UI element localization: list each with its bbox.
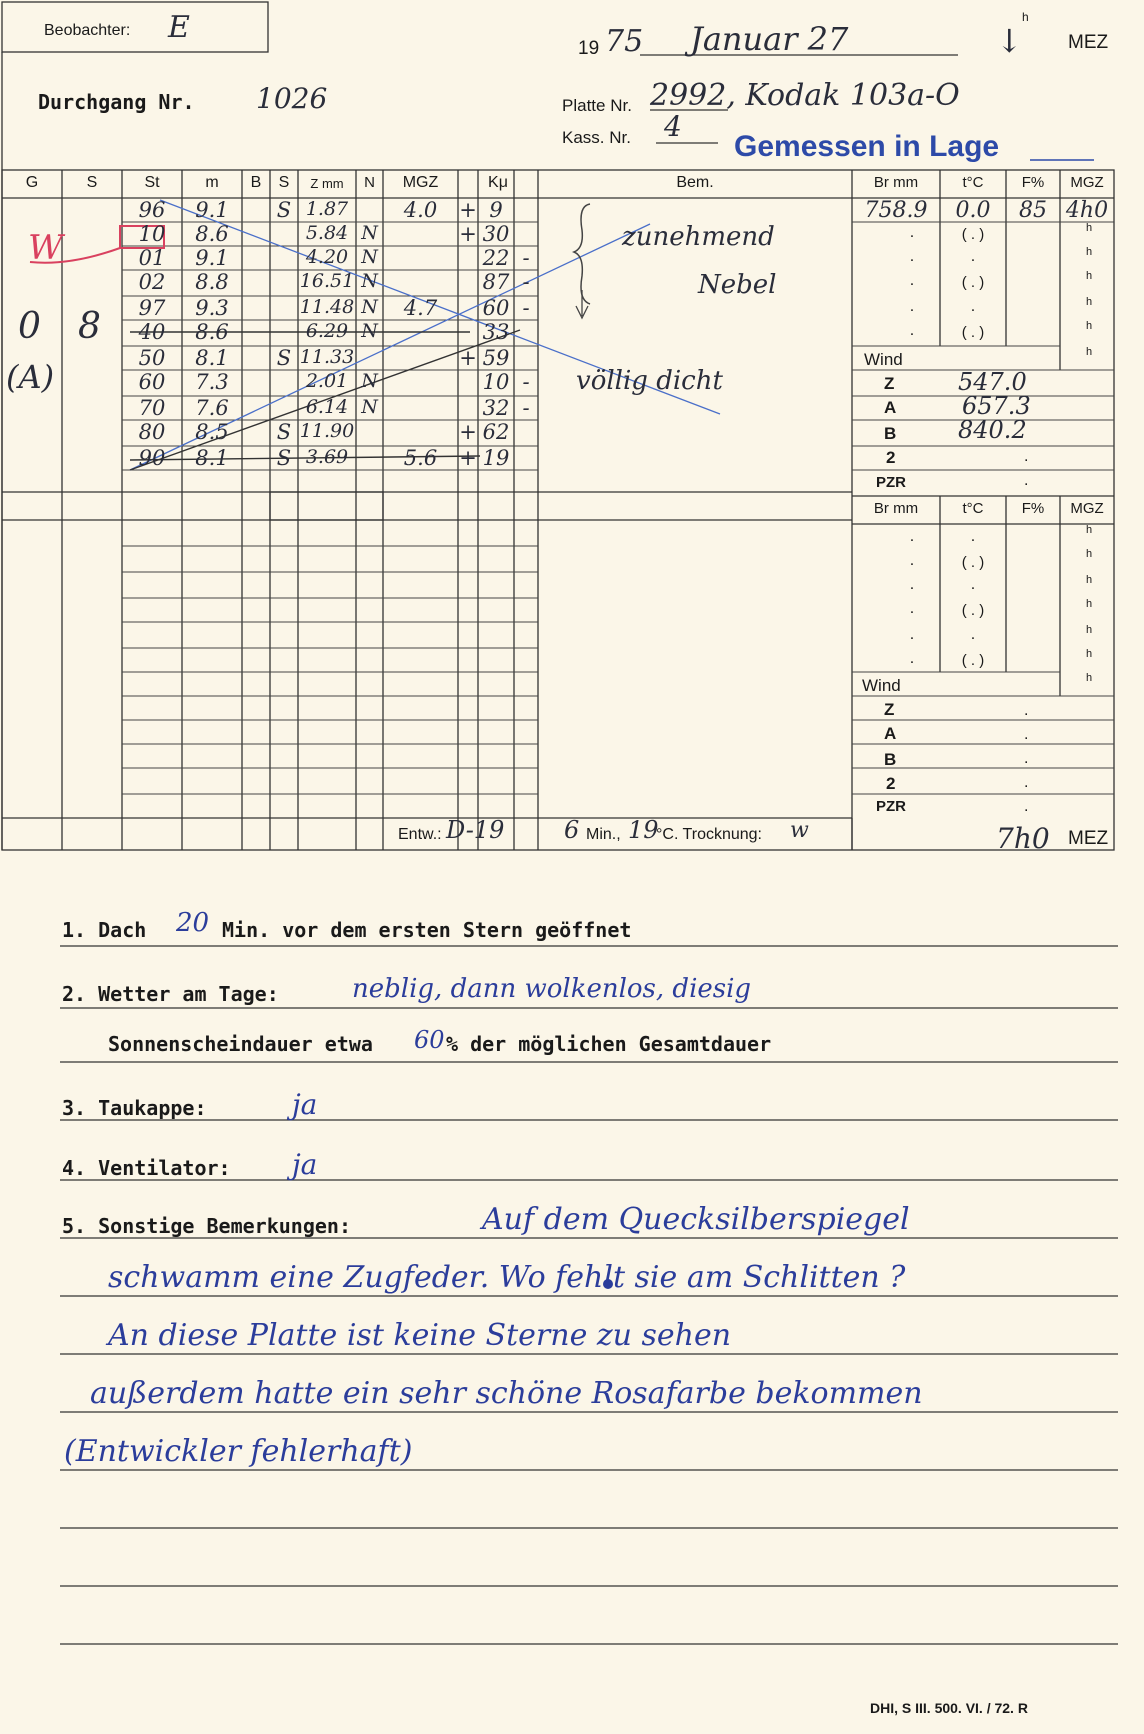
date-value: Januar 27 xyxy=(690,20,849,58)
q1-label: 1. Dach xyxy=(62,918,147,942)
time-mark: ↓ xyxy=(996,22,1023,60)
row-label-pzr: PZR xyxy=(876,798,906,815)
k-cell: 60 xyxy=(482,296,510,320)
paren-cell: ( . ) xyxy=(961,652,985,669)
h-mark: h xyxy=(1086,548,1093,560)
year-prefix: 19 xyxy=(578,38,600,59)
kass-label: Kass. Nr. xyxy=(562,128,631,147)
col-header-t: t°C xyxy=(962,500,984,517)
sign-cell: + xyxy=(459,198,477,222)
m-cell: 8.6 xyxy=(195,222,229,246)
k-cell: 30 xyxy=(482,222,510,246)
col-header-s: S xyxy=(86,174,98,191)
m-cell: 7.6 xyxy=(195,396,229,420)
bem-note-dicht: völlig dicht xyxy=(576,366,723,396)
paren-cell: ( . ) xyxy=(961,226,985,243)
h-mark: h xyxy=(1086,270,1093,282)
k-cell: 19 xyxy=(482,446,510,470)
m-cell: 9.1 xyxy=(195,198,229,222)
wind-label: Wind xyxy=(862,676,901,695)
h-mark: h xyxy=(1086,346,1093,358)
st-cell: 10 xyxy=(138,222,166,246)
k-suffix-cell: - xyxy=(522,396,530,420)
col-header-b: B xyxy=(250,174,262,191)
z-value: 547.0 xyxy=(958,368,1027,396)
h-mark: h xyxy=(1086,524,1093,536)
b-value: 840.2 xyxy=(958,416,1027,444)
z-cell: 2.01 xyxy=(305,370,349,392)
sign-cell: + xyxy=(459,222,477,246)
dot-cell: . xyxy=(970,528,976,545)
dot-cell: . xyxy=(909,248,915,265)
row-label-a: A xyxy=(884,724,897,743)
col-header-st: St xyxy=(144,174,160,191)
h-mark: h xyxy=(1086,574,1093,586)
remark-line: Auf dem Quecksilberspiegel xyxy=(482,1202,910,1237)
platte-value: 2992, Kodak 103a-O xyxy=(650,78,960,113)
col-header-g: G xyxy=(25,174,39,191)
h-mark: h xyxy=(1086,648,1093,660)
trocknung-label: °C. Trocknung: xyxy=(656,826,762,843)
min-value: 6 xyxy=(564,816,580,844)
dot-cell: . xyxy=(1024,798,1029,815)
col-header-mgz-weather: MGZ xyxy=(1070,500,1104,517)
st-cell: 96 xyxy=(138,198,166,222)
dot-cell: . xyxy=(1024,774,1029,791)
row-label-2: 2 xyxy=(886,774,896,793)
trocknung-value: w xyxy=(790,818,809,843)
n-cell: N xyxy=(361,246,378,268)
observer-value: E xyxy=(168,10,190,45)
q2b-value: 60 xyxy=(414,1026,445,1054)
col-header-n: N xyxy=(364,174,375,191)
bem-note-nebel: Nebel xyxy=(698,270,777,300)
k-cell: 62 xyxy=(482,420,510,444)
q3-label: 3. Taukappe: xyxy=(62,1096,207,1120)
st-cell: 50 xyxy=(138,346,166,370)
dot-cell: . xyxy=(970,248,976,265)
n-cell: N xyxy=(361,396,378,418)
k-suffix-cell: - xyxy=(522,370,530,394)
z-cell: 6.14 xyxy=(305,396,349,418)
q1-rest: Min. vor dem ersten Stern geöffnet xyxy=(222,918,632,942)
h-mark: h xyxy=(1086,672,1093,684)
dot-cell: . xyxy=(909,272,915,289)
k-cell: 10 xyxy=(482,370,510,394)
z-cell: 16.51 xyxy=(299,270,355,292)
z-cell: 6.29 xyxy=(305,320,349,342)
dot-cell: . xyxy=(909,576,915,593)
col-header-kmu: Kμ xyxy=(488,174,508,191)
k-cell: 87 xyxy=(482,270,510,294)
q2-value: neblig, dann wolkenlos, diesig xyxy=(352,974,752,1004)
dot-cell: . xyxy=(970,626,976,643)
st-cell: 90 xyxy=(138,446,166,470)
m-cell: 8.1 xyxy=(195,446,229,470)
dot-cell: . xyxy=(1024,472,1029,489)
s-note: 8 xyxy=(78,306,101,347)
m-cell: 8.1 xyxy=(195,346,229,370)
z-cell: 4.20 xyxy=(305,246,349,268)
q1-value: 20 xyxy=(176,908,210,938)
sign-cell: + xyxy=(459,420,477,444)
s-cell: S xyxy=(276,420,292,444)
q2b-label: Sonnenscheindauer etwa xyxy=(108,1032,373,1056)
t-value: 0.0 xyxy=(955,198,991,223)
f-value: 85 xyxy=(1019,198,1047,223)
k-cell: 59 xyxy=(482,346,510,370)
dot-cell: . xyxy=(1024,726,1029,743)
k-suffix-cell: - xyxy=(522,296,530,320)
k-cell: 9 xyxy=(489,198,503,222)
col-header-bem: Bem. xyxy=(676,174,714,191)
q4-value: ja xyxy=(292,1148,318,1181)
row-label-z: Z xyxy=(884,700,895,719)
dot-cell: . xyxy=(909,528,915,545)
q2-label: 2. Wetter am Tage: xyxy=(62,982,279,1006)
dot-cell: . xyxy=(1024,750,1029,767)
col-header-mgz: MGZ xyxy=(402,174,439,191)
n-cell: N xyxy=(361,320,378,342)
col-header-br: Br mm xyxy=(873,500,919,517)
mgz-weather-value: 4h0 xyxy=(1065,198,1109,223)
a-value: 657.3 xyxy=(962,392,1031,420)
dot-cell: . xyxy=(1024,448,1029,465)
remark-line: außerdem hatte ein sehr schöne Rosafarbe bekommen xyxy=(90,1376,923,1411)
m-cell: 8.8 xyxy=(195,270,229,294)
row-label-b: B xyxy=(884,750,897,769)
k-cell: 22 xyxy=(482,246,510,270)
g-note-a: (A) xyxy=(6,358,55,396)
row-label-z: Z xyxy=(884,374,895,393)
z-cell: 3.69 xyxy=(305,446,349,468)
k-suffix-cell: - xyxy=(522,270,530,294)
remark-line: (Entwickler fehlerhaft) xyxy=(64,1434,413,1469)
s-cell: S xyxy=(276,346,292,370)
st-cell: 60 xyxy=(138,370,166,394)
dot-cell: . xyxy=(909,322,915,339)
m-cell: 8.5 xyxy=(195,420,229,444)
n-cell: N xyxy=(361,296,378,318)
z-cell: 5.84 xyxy=(305,222,349,244)
sign-cell: + xyxy=(459,346,477,370)
n-cell: N xyxy=(361,222,378,244)
m-cell: 9.3 xyxy=(195,296,229,320)
s-cell: S xyxy=(276,446,292,470)
z-cell: 11.48 xyxy=(299,296,355,318)
wind-label: Wind xyxy=(864,350,903,369)
entw-value: D-19 xyxy=(446,816,505,844)
h-mark: h xyxy=(1086,222,1093,234)
entw-label: Entw.: xyxy=(398,826,442,843)
z-cell: 11.33 xyxy=(299,346,355,368)
dot-cell: . xyxy=(909,650,915,667)
q4-label: 4. Ventilator: xyxy=(62,1156,231,1180)
q2b-rest: % der möglichen Gesamtdauer xyxy=(446,1032,772,1056)
col-header-mgz-weather: MGZ xyxy=(1070,174,1104,191)
z-cell: 11.90 xyxy=(299,420,355,442)
row-label-2: 2 xyxy=(886,448,896,467)
s-cell: S xyxy=(276,198,292,222)
br-value: 758.9 xyxy=(864,198,928,223)
year-suffix: 75 xyxy=(605,24,644,59)
paren-cell: ( . ) xyxy=(961,554,985,571)
bem-note-zunehmend: zunehmend xyxy=(622,222,775,252)
time-h: h xyxy=(1022,10,1029,24)
q3-value: ja xyxy=(292,1088,318,1121)
col-header-br: Br mm xyxy=(873,174,919,191)
st-cell: 70 xyxy=(138,396,166,420)
mgz-cell: 4.7 xyxy=(403,296,438,320)
z-cell: 1.87 xyxy=(305,198,349,220)
st-cell: 97 xyxy=(138,296,166,320)
paren-cell: ( . ) xyxy=(961,274,985,291)
timezone: MEZ xyxy=(1068,32,1109,53)
col-header-zmm: Z mm xyxy=(310,176,344,191)
dot-cell: . xyxy=(1024,702,1029,719)
st-cell: 02 xyxy=(138,270,166,294)
end-timezone: MEZ xyxy=(1068,828,1109,849)
h-mark: h xyxy=(1086,624,1093,636)
form-footer: DHI, S III. 500. VI. / 72. R xyxy=(870,1700,1028,1716)
platte-label: Platte Nr. xyxy=(562,96,632,115)
m-cell: 8.6 xyxy=(195,320,229,344)
dot-cell: . xyxy=(909,298,915,315)
col-header-t: t°C xyxy=(962,174,984,191)
paren-cell: ( . ) xyxy=(961,324,985,341)
observer-label: Beobachter: xyxy=(44,22,131,39)
remark-line: schwamm eine Zugfeder. Wo fehlt sie am Schlitten ? xyxy=(108,1260,906,1295)
g-note-w: W xyxy=(28,228,63,268)
g-note-0: 0 xyxy=(18,306,41,347)
k-cell: 32 xyxy=(482,396,510,420)
dot-cell: . xyxy=(909,224,915,241)
min-label: Min., xyxy=(586,826,621,843)
h-mark: h xyxy=(1086,296,1093,308)
dot-cell: . xyxy=(970,576,976,593)
col-header-s2: S xyxy=(278,174,290,191)
q5-label: 5. Sonstige Bemerkungen: xyxy=(62,1214,351,1238)
h-mark: h xyxy=(1086,246,1093,258)
col-header-m: m xyxy=(205,174,219,191)
remark-line: An diese Platte ist keine Sterne zu sehen xyxy=(108,1318,732,1353)
st-cell: 80 xyxy=(138,420,166,444)
col-header-f: F% xyxy=(1021,174,1045,191)
m-cell: 7.3 xyxy=(195,370,229,394)
row-label-pzr: PZR xyxy=(876,474,906,491)
m-cell: 9.1 xyxy=(195,246,229,270)
h-mark: h xyxy=(1086,598,1093,610)
mgz-cell: 5.6 xyxy=(403,446,438,470)
col-header-f: F% xyxy=(1021,500,1045,517)
st-cell: 40 xyxy=(138,320,166,344)
n-cell: N xyxy=(361,270,378,292)
temp-value: 19 xyxy=(628,816,659,844)
end-time: 7h0 xyxy=(996,822,1050,855)
dot-cell: . xyxy=(909,552,915,569)
durchgang-label: Durchgang Nr. xyxy=(38,90,195,114)
h-mark: h xyxy=(1086,320,1093,332)
kass-value: 4 xyxy=(664,110,682,143)
n-cell: N xyxy=(361,370,378,392)
mgz-cell: 4.0 xyxy=(403,198,438,222)
row-label-a: A xyxy=(884,398,897,417)
row-label-b: B xyxy=(884,424,897,443)
dot-cell: . xyxy=(909,626,915,643)
sign-cell: + xyxy=(459,446,477,470)
paren-cell: ( . ) xyxy=(961,602,985,619)
k-cell: 33 xyxy=(482,320,510,344)
dot-cell: . xyxy=(909,600,915,617)
dot-cell: . xyxy=(970,298,976,315)
durchgang-value: 1026 xyxy=(256,82,328,115)
st-cell: 01 xyxy=(138,246,166,270)
measured-stamp: Gemessen in Lage xyxy=(734,130,1000,163)
k-suffix-cell: - xyxy=(522,246,530,270)
